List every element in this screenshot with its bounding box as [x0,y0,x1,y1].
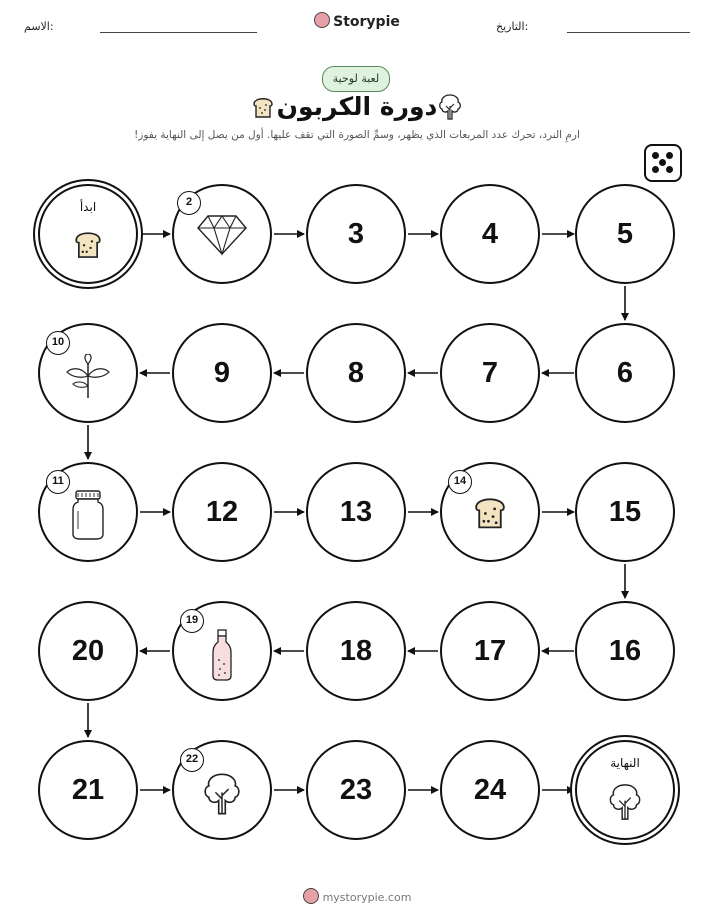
cell-7 [440,323,540,423]
cell-4 [440,184,540,284]
cell-number: 21 [71,773,105,806]
cell-13 [306,462,406,562]
cell-5 [575,184,675,284]
end-cell [575,740,675,840]
cell-number: 6 [616,356,634,389]
cell-21 [38,740,138,840]
start-cell [38,184,138,284]
cell-number: 18 [339,634,373,667]
cell-number: 7 [481,356,499,389]
cell-number: 20 [71,634,105,667]
cell-9 [172,323,272,423]
cell-22 [172,740,272,840]
page-title: دورة الكربون [276,92,438,121]
tree-icon [199,767,245,821]
cell-23 [306,740,406,840]
cell-number: 24 [473,773,507,806]
cell-badge: 22 [180,748,204,772]
date-label: التاريخ: [496,20,529,33]
cell-number: 9 [213,356,231,389]
cell-badge: 11 [46,470,70,494]
cell-number: 13 [339,495,373,528]
cell-17 [440,601,540,701]
end-label: النهاية [610,756,640,770]
cell-10 [38,323,138,423]
cell-number: 8 [347,356,365,389]
jar-icon [70,489,106,541]
start-label: ابدأ [79,200,97,214]
tree-icon [605,779,645,825]
cell-16 [575,601,675,701]
cell-19 [172,601,272,701]
cell-badge: 14 [448,470,472,494]
board-game-tag: لعبة لوحية [322,66,390,92]
cell-15 [575,462,675,562]
cell-number: 4 [481,217,499,250]
cell-badge: 2 [177,191,201,215]
instructions: ارمِ النرد، تحرك عدد المربعات الذي يظهر، وسمِّ الصورة التي تقف عليها. أول من يصل إلى النهاية يفوز! [134,129,580,141]
cell-number: 15 [608,495,642,528]
bottle-icon [210,628,234,682]
diamond-icon [196,212,248,256]
bread-icon [71,226,105,262]
cell-number: 17 [473,634,507,667]
cell-14 [440,462,540,562]
cell-number: 23 [339,773,373,806]
brand-text: Storypie [333,14,400,30]
cell-badge: 19 [180,609,204,633]
cell-number: 5 [616,217,634,250]
footer-url[interactable]: mystorypie.com [322,891,412,904]
cell-6 [575,323,675,423]
leaf-icon [63,354,113,400]
cell-24 [440,740,540,840]
cell-number: 3 [347,217,365,250]
cell-8 [306,323,406,423]
cell-2 [172,184,272,284]
cell-20 [38,601,138,701]
cell-18 [306,601,406,701]
name-label: الاسم: [24,20,54,33]
cell-badge: 10 [46,331,70,355]
footer [0,888,714,904]
bread-icon [470,491,510,533]
cell-number: 12 [205,495,239,528]
cell-number: 16 [608,634,642,667]
cell-12 [172,462,272,562]
cell-3 [306,184,406,284]
storypie-logo-icon [303,888,319,904]
cell-11 [38,462,138,562]
